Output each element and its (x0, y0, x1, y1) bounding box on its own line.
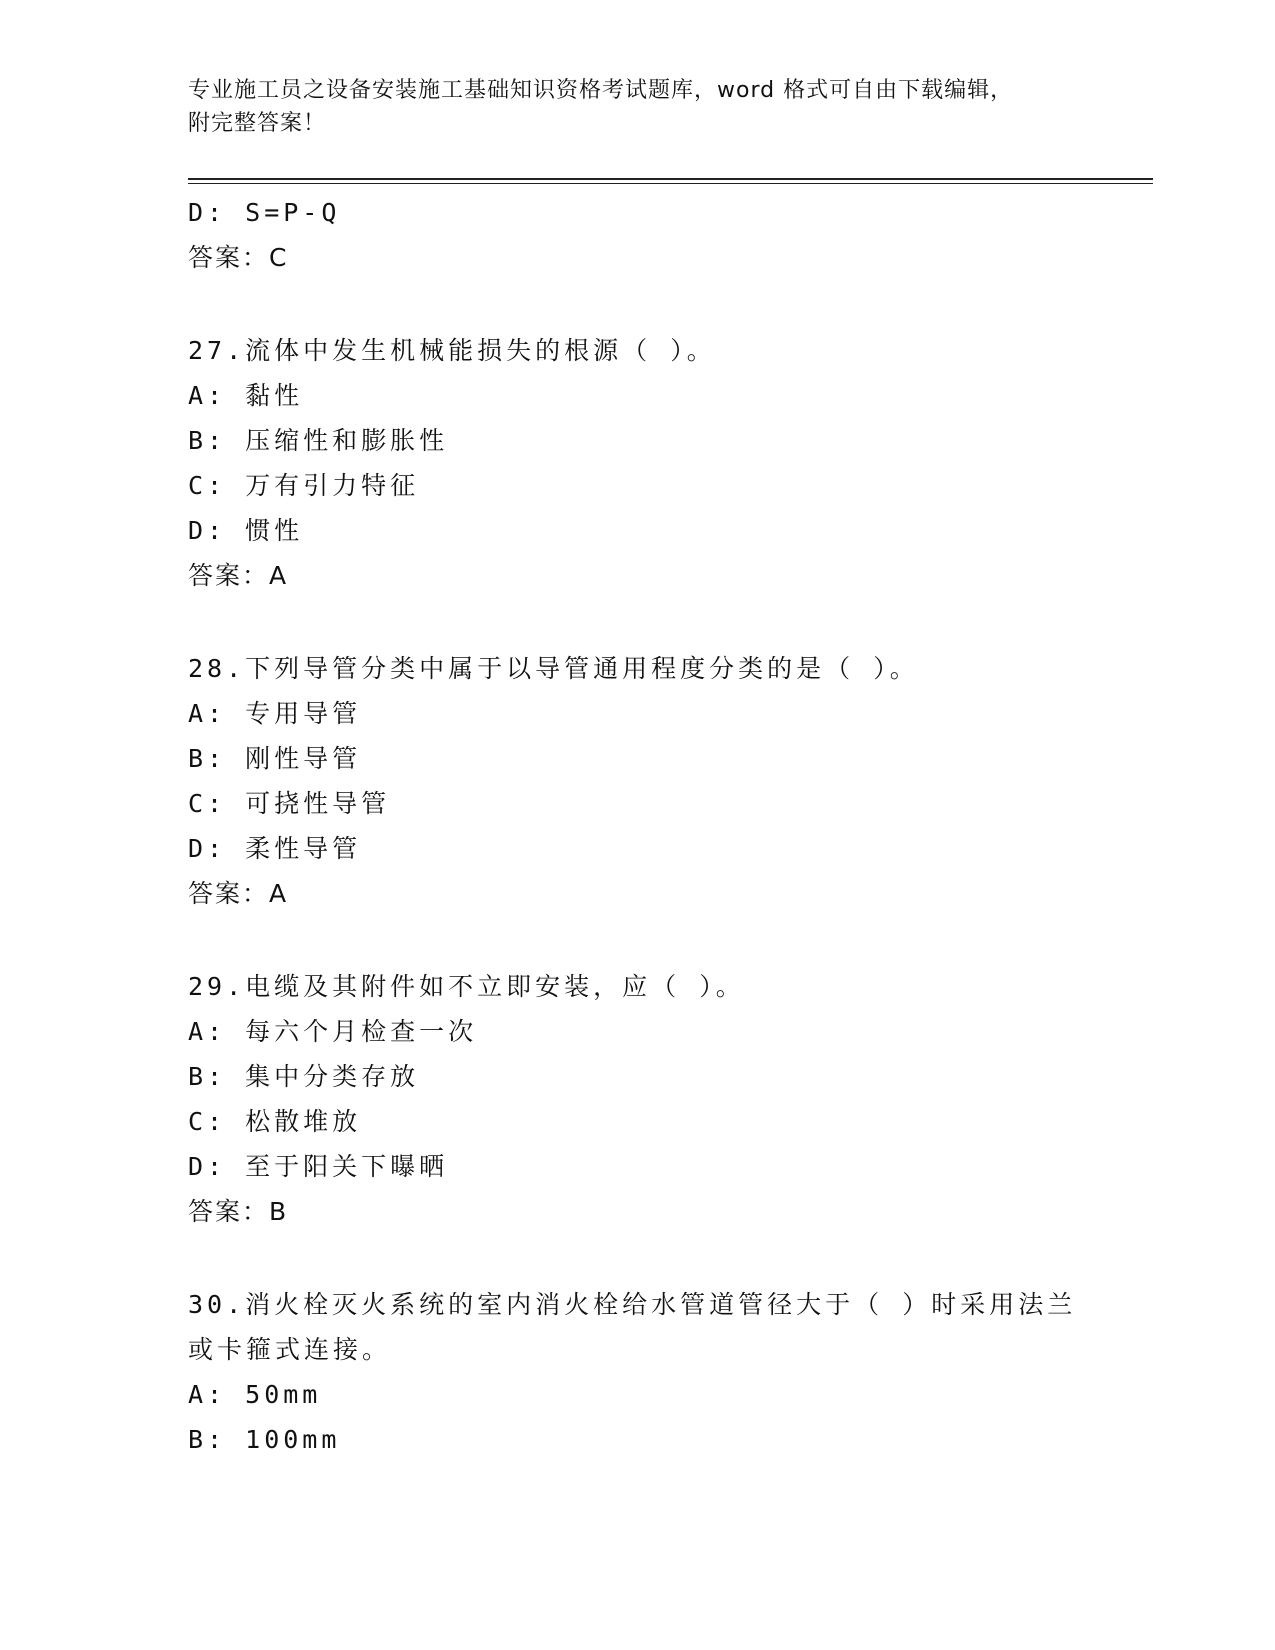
question-text: 28.下列导管分类中属于以导管通用程度分类的是（ ）。 (188, 654, 919, 683)
spacer (188, 916, 1088, 964)
option-c: C: 可挠性导管 (188, 789, 391, 818)
option-b: B: 压缩性和膨胀性 (188, 426, 449, 455)
question-28 (188, 646, 1088, 916)
option-a: A: 黏性 (188, 381, 304, 410)
question-29 (188, 964, 1088, 1234)
question-list (188, 190, 1088, 1462)
spacer (188, 1234, 1088, 1282)
option-b: B: 刚性导管 (188, 744, 362, 773)
answer-line: 答案：B (188, 1197, 289, 1226)
answer-line: 答案：A (188, 561, 289, 590)
option-c: C: 松散堆放 (188, 1107, 362, 1136)
header-divider-thin (188, 183, 1153, 184)
option-a: A: 专用导管 (188, 699, 362, 728)
option-d: D: 至于阳关下曝晒 (188, 1152, 449, 1181)
question-text: 29.电缆及其附件如不立即安装，应（ ）。 (188, 972, 745, 1001)
header-line-2: 附完整答案！ (188, 111, 327, 136)
question-27 (188, 328, 1088, 598)
question-text-line-2: 或卡箍式连接。 (188, 1335, 392, 1364)
option-d: D: 惯性 (188, 516, 304, 545)
option-b: B: 100mm (188, 1425, 341, 1454)
question-text-line-1: 30.消火栓灭火系统的室内消火栓给水管道管径大于（ ）时采用法兰 (188, 1290, 1077, 1319)
option-a: A: 每六个月检查一次 (188, 1017, 478, 1046)
option-d: D: S=P-Q (188, 198, 341, 227)
option-d: D: 柔性导管 (188, 834, 362, 863)
option-a: A: 50mm (188, 1380, 322, 1409)
document-header (188, 74, 1068, 140)
option-c: C: 万有引力特征 (188, 471, 420, 500)
option-b: B: 集中分类存放 (188, 1062, 420, 1091)
spacer (188, 598, 1088, 646)
question-text: 27.流体中发生机械能损失的根源（ ）。 (188, 336, 716, 365)
header-line-1: 专业施工员之设备安装施工基础知识资格考试题库，word 格式可自由下载编辑， (188, 78, 1014, 103)
answer-line: 答案：A (188, 879, 289, 908)
question-30 (188, 1282, 1088, 1462)
answer-line: 答案：C (188, 243, 289, 272)
header-divider-thick (188, 178, 1153, 180)
spacer (188, 280, 1088, 328)
